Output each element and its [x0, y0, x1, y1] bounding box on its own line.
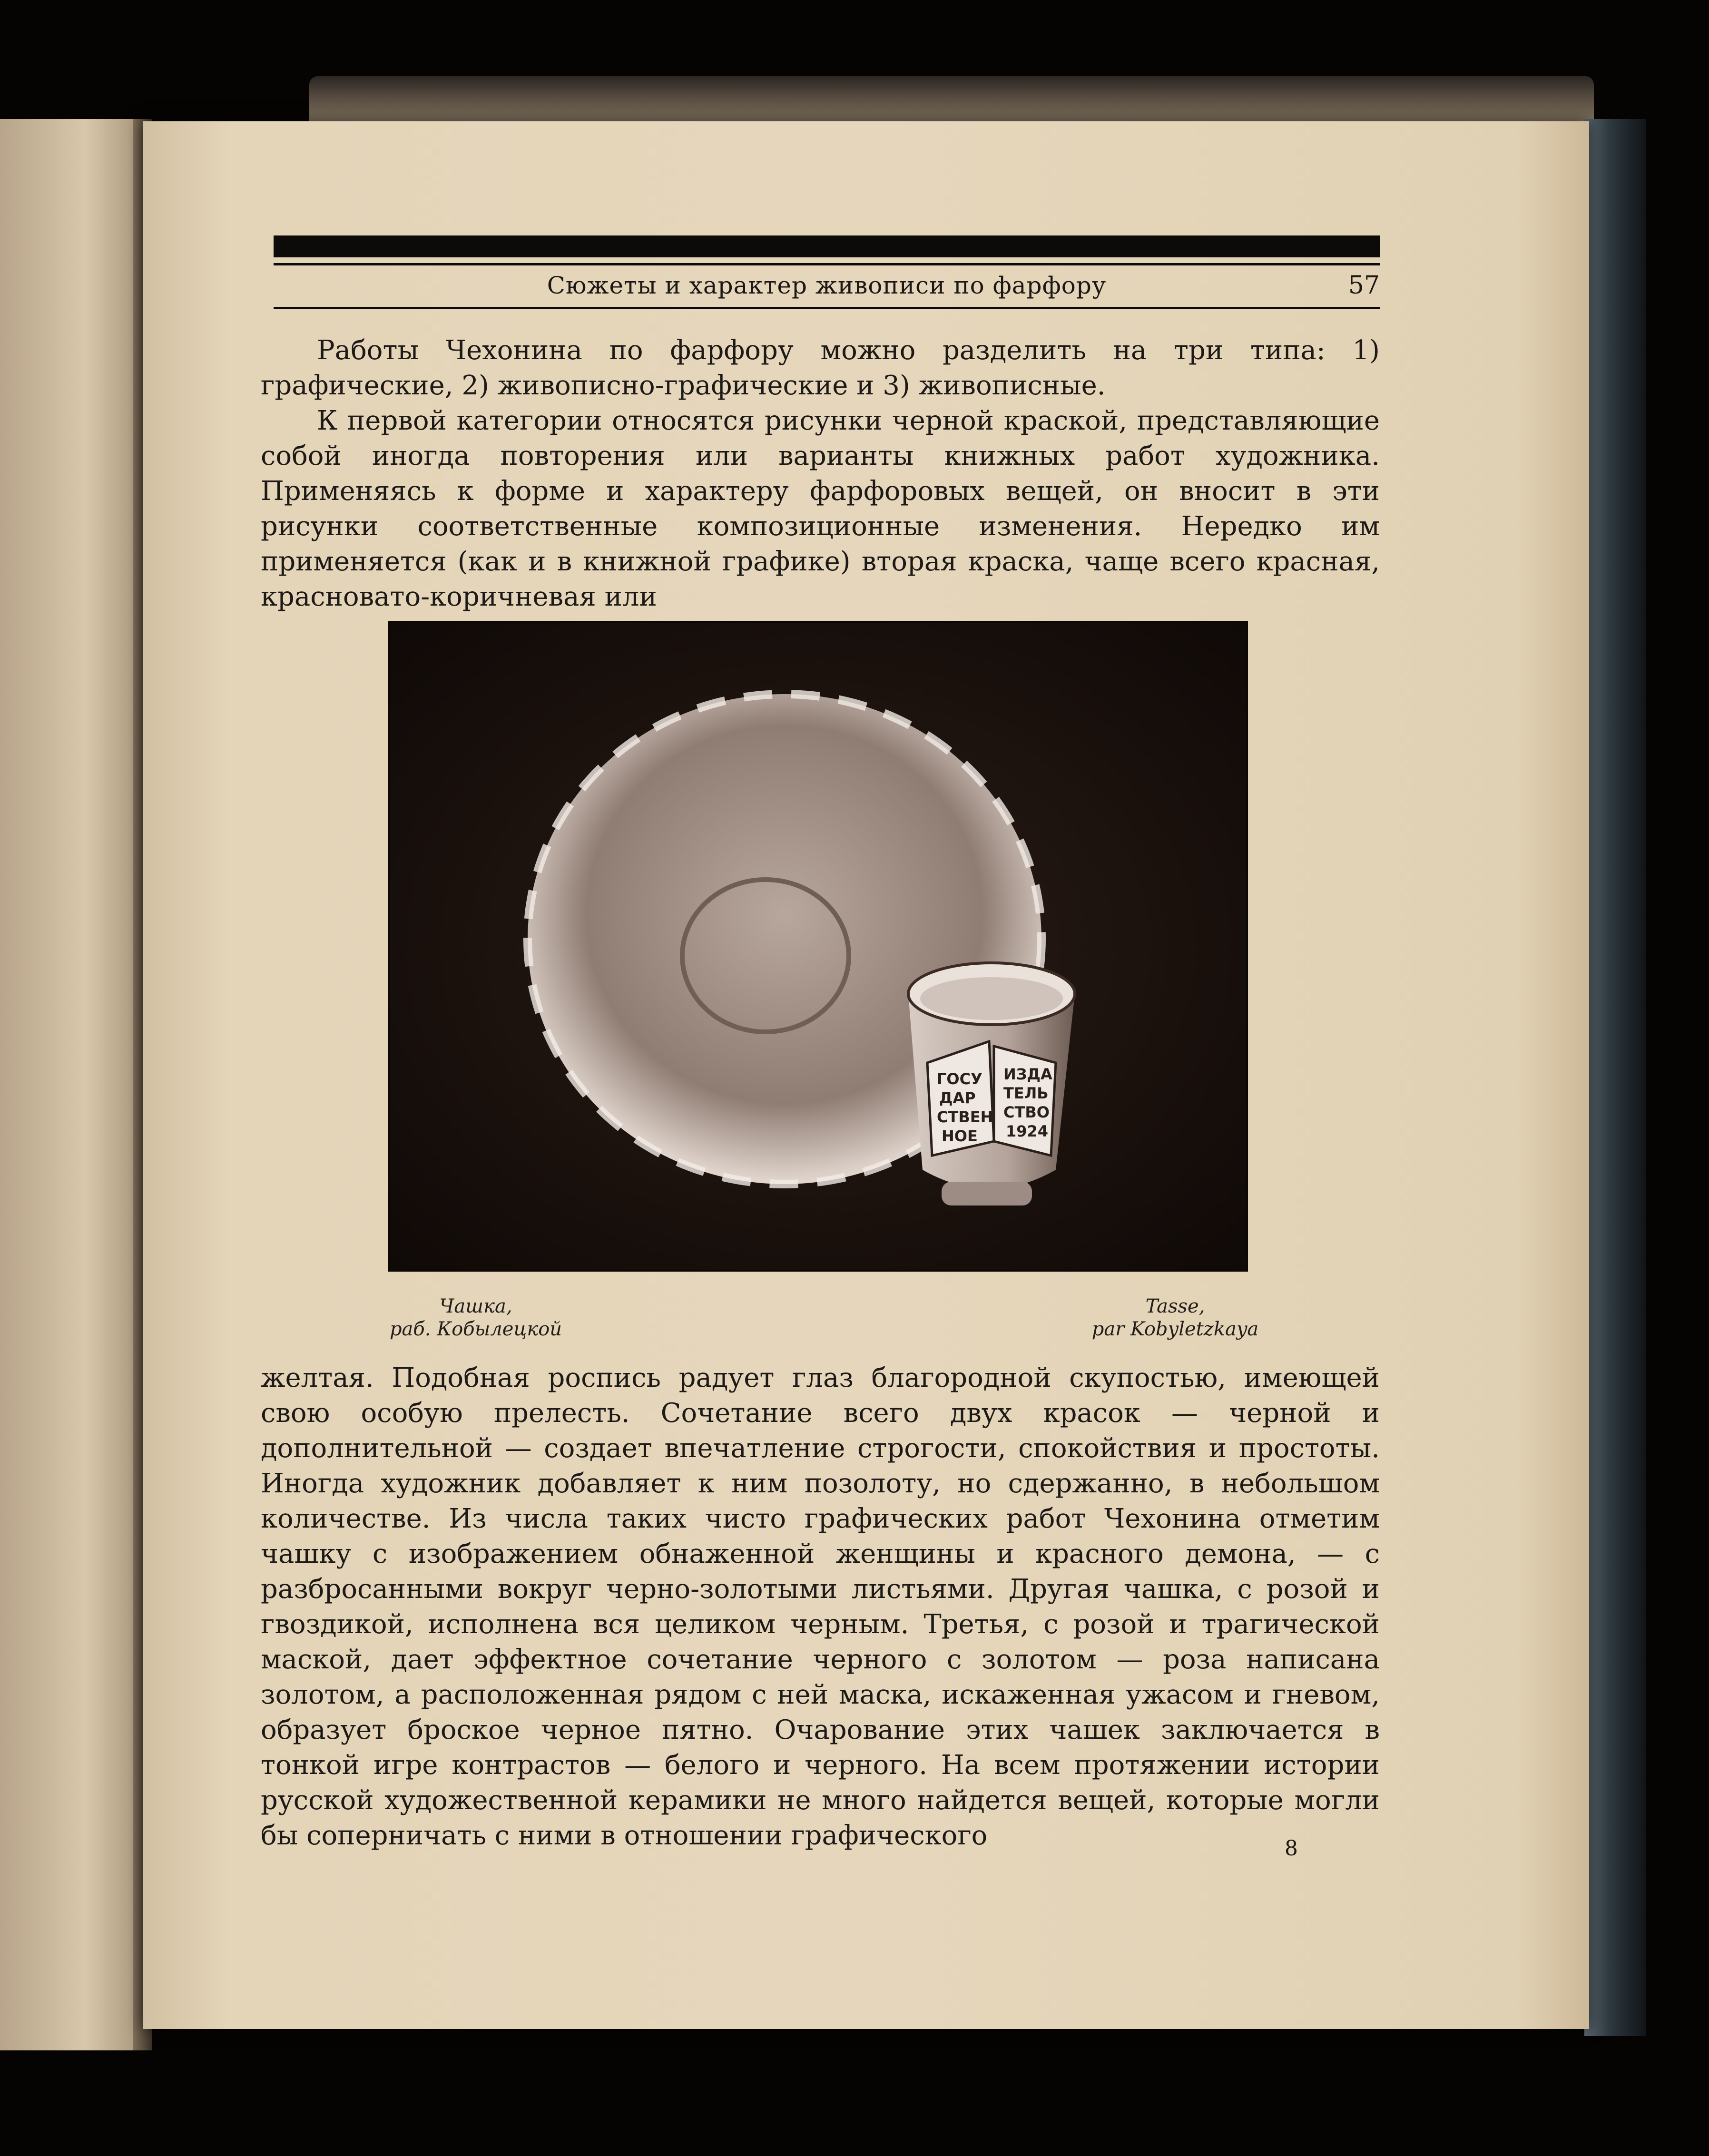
page-number: 57: [1348, 271, 1380, 300]
svg-text:СТВО: СТВО: [1003, 1103, 1050, 1121]
caption-line: раб. Кобылецкой: [389, 1318, 562, 1340]
paragraph: желтая. Подобная роспись радует глаз благородной скупостью, имеющей свою особую прелесть. Сочетание всего двух красок — черной и дополнительной — создает впечатление строгости, спокойствия и простоты. Иногда художник добавляет к ним позолоту, но сдержанно, в небольшом количестве. Из числа таких чисто графических работ Чехонина отметим чашку с изображением обнаженной женщины и красного демона, — с разбросанными вокруг черно-золотыми листьями. Другая чашка, с розой и гвоздикой, исполнена вся целиком черным. Третья, с розой и трагической маской, дает эффектное сочетание черного с золотом — роза написана золотом, а расположенная рядом с ней маска, искаженная ужасом и гневом, образует броское черное пятно. Очарование этих чашек заключается в тонкой игре контрастов — белого и черного. На всем протяжении истории русской художественной керамики не много найдется вещей, которые могли бы соперничать с ними в отношении графического: [261, 1362, 1380, 1851]
svg-text:ИЗДА: ИЗДА: [1003, 1065, 1052, 1083]
figure-caption-russian: [376, 1295, 576, 1341]
svg-text:НОЕ: НОЕ: [942, 1127, 978, 1145]
svg-text:ТЕЛЬ: ТЕЛЬ: [1003, 1084, 1049, 1102]
photo-cup-and-saucer: [388, 621, 1248, 1272]
cup-foot: [942, 1182, 1032, 1205]
caption-line: par Kobyletzkaya: [1091, 1318, 1259, 1340]
svg-text:СТВЕН: СТВЕН: [937, 1108, 993, 1126]
facing-page-edge: [0, 119, 143, 2050]
body-text-bottom: [261, 1361, 1380, 1853]
svg-text:ГОСУ: ГОСУ: [937, 1070, 982, 1088]
cup-and-saucer-image: [390, 623, 1246, 1270]
caption-line: Tasse,: [1145, 1295, 1205, 1317]
header-bottom-rule: [274, 307, 1380, 309]
book-spine-top: [309, 76, 1594, 128]
book-cover-edge: [1584, 119, 1646, 2036]
body-text-top: [261, 333, 1380, 615]
running-title: Сюжеты и характер живописи по фарфору: [547, 272, 1107, 299]
paragraph: Работы Чехонина по фарфору можно разделить на три типа: 1) графические, 2) живописно-графические и 3) живописные.: [261, 335, 1380, 401]
caption-line: Чашка,: [439, 1295, 512, 1317]
signature-mark: 8: [1285, 1836, 1298, 1861]
paragraph: К первой категории относятся рисунки черной краской, представляющие собой иногда повторения или варианты книжных работ художника. Применяясь к форме и характеру фарфоровых вещей, он вносит в эти рисунки соответственные композиционные изменения. Нередко им применяется (как и в книжной графике) вторая краска, чаще всего красная, красновато-коричневая или: [261, 405, 1380, 612]
figure-caption-french: [1066, 1295, 1285, 1341]
svg-text:ДАР: ДАР: [939, 1089, 976, 1107]
header-thick-rule: [274, 235, 1380, 257]
header-thin-rule: [274, 263, 1380, 265]
svg-text:1924: 1924: [1006, 1122, 1049, 1140]
